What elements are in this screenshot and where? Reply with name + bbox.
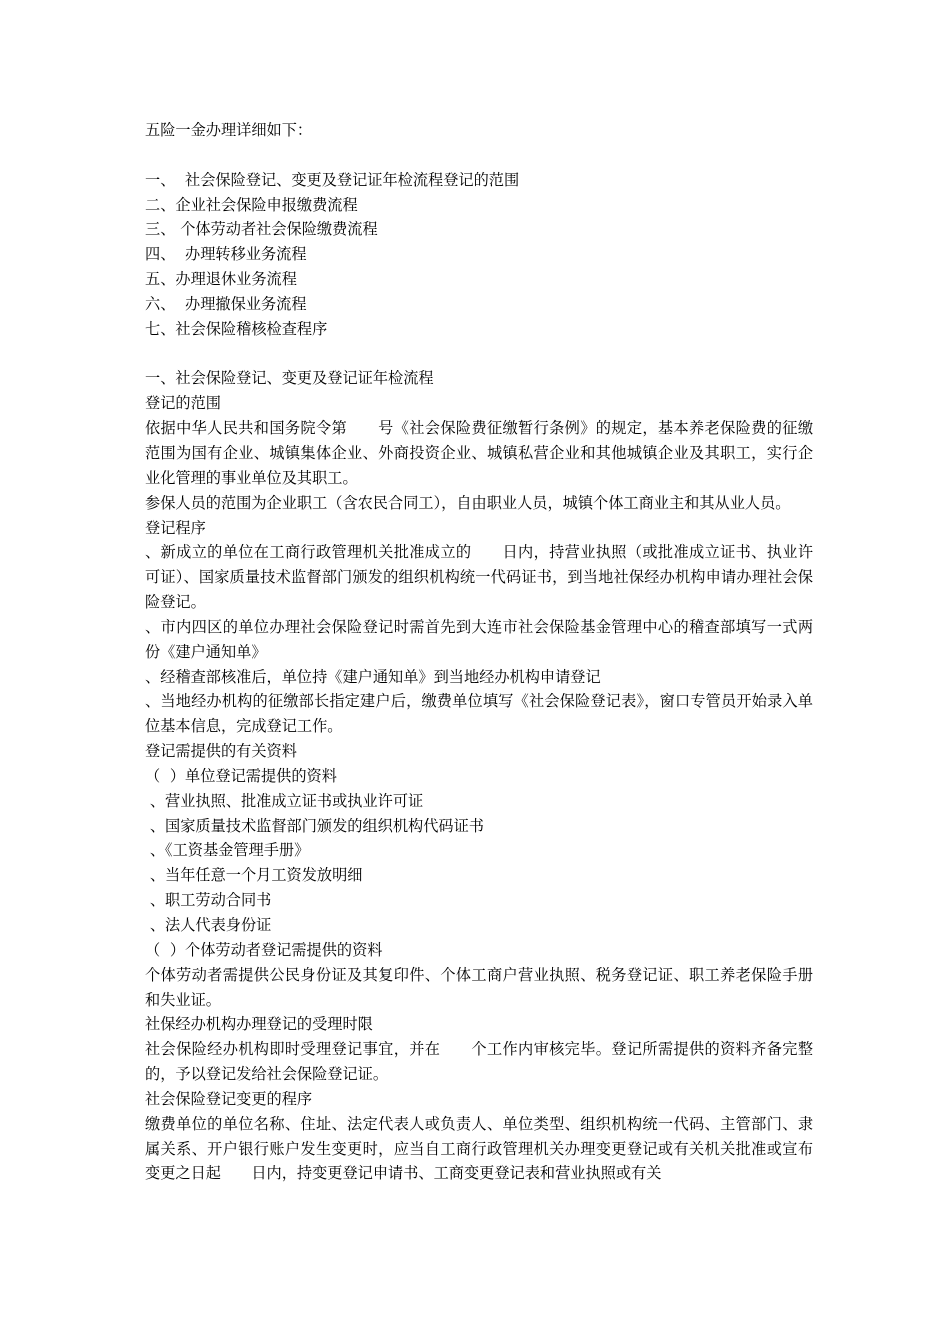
section-heading: 一、社会保险登记、变更及登记证年检流程 <box>145 369 434 388</box>
toc-item: 七、社会保险稽核检查程序 <box>145 319 328 338</box>
paragraph: 、当地经办机构的征缴部长指定建户后，缴费单位填写《社会保险登记表》，窗口专管员开始录入单位基本信息，完成登记工作。 <box>145 692 813 736</box>
toc-item: 三、 个体劳动者社会保险缴费流程 <box>145 220 378 239</box>
toc-item: 一、 社会保险登记、变更及登记证年检流程登记的范围 <box>145 170 520 189</box>
list-item: 、国家质量技术监督部门颁发的组织机构代码证书 <box>145 816 484 835</box>
subsection-heading: 社会保险登记变更的程序 <box>145 1089 313 1108</box>
paragraph: 依据中华人民共和国务院令第 号《社会保险费征缴暂行条例》的规定，基本养老保险费的征缴范围为国有企业、城镇集体企业、外商投资企业、城镇私营企业和其他城镇企业及其职工，实行企业化管理的事业单位及其职工。 <box>145 419 813 487</box>
paragraph: 参保人员的范围为企业职工（含农民合同工），自由职业人员，城镇个体工商业主和其从业人员。 <box>145 493 791 512</box>
paragraph: 社会保险经办机构即时受理登记事宜，并在 个工作内审核完毕。登记所需提供的资料齐备完整的，予以登记发给社会保险登记证。 <box>145 1040 813 1084</box>
list-item: 、营业执照、批准成立证书或执业许可证 <box>145 791 424 810</box>
paragraph: 缴费单位的单位名称、住址、法定代表人或负责人、单位类型、组织机构统一代码、主管部门、隶属关系、开户银行账户发生变更时，应当自工商行政管理机关办理变更登记或有关机关批准或宣布变更之日起 日内，持变更登记申请书、工商变更登记表和营业执照或有关 <box>145 1114 813 1183</box>
paragraph: 、新成立的单位在工商行政管理机关批准成立的 日内，持营业执照（或批准成立证书、执业许可证）、国家质量技术监督部门颁发的组织机构统一代码证书，到当地社保经办机构申请办理社会保险登记。 <box>145 543 813 612</box>
subsection-heading: 登记的范围 <box>145 394 221 413</box>
blank-line <box>145 143 813 168</box>
document-body <box>145 118 813 1186</box>
blank-line <box>145 342 813 367</box>
paragraph: 、市内四区的单位办理社会保险登记时需首先到大连市社会保险基金管理中心的稽查部填写一式两份《建户通知单》 <box>145 617 813 661</box>
list-item: 、职工劳动合同书 <box>145 891 272 910</box>
toc-item: 二、企业社会保险申报缴费流程 <box>145 195 358 214</box>
list-heading: （ ）单位登记需提供的资料 <box>145 766 337 785</box>
toc-item: 四、 办理转移业务流程 <box>145 245 307 264</box>
toc-item: 六、 办理撤保业务流程 <box>145 294 307 313</box>
document-title: 五险一金办理详细如下： <box>145 121 313 139</box>
list-item: 、《工资基金管理手册》 <box>145 841 310 860</box>
paragraph: 个体劳动者需提供公民身份证及其复印件、个体工商户营业执照、税务登记证、职工养老保险手册和失业证。 <box>145 965 813 1009</box>
paragraph: 、经稽查部核准后，单位持《建户通知单》到当地经办机构申请登记 <box>145 667 601 686</box>
list-item: 、法人代表身份证 <box>145 916 272 934</box>
list-heading: （ ）个体劳动者登记需提供的资料 <box>145 940 383 959</box>
subsection-heading: 登记需提供的有关资料 <box>145 742 297 761</box>
list-item: 、当年任意一个月工资发放明细 <box>145 866 363 885</box>
subsection-heading: 登记程序 <box>145 518 206 537</box>
subsection-heading: 社保经办机构办理登记的受理时限 <box>145 1015 373 1034</box>
toc-item: 五、办理退休业务流程 <box>145 270 297 289</box>
table-of-contents <box>145 168 813 342</box>
